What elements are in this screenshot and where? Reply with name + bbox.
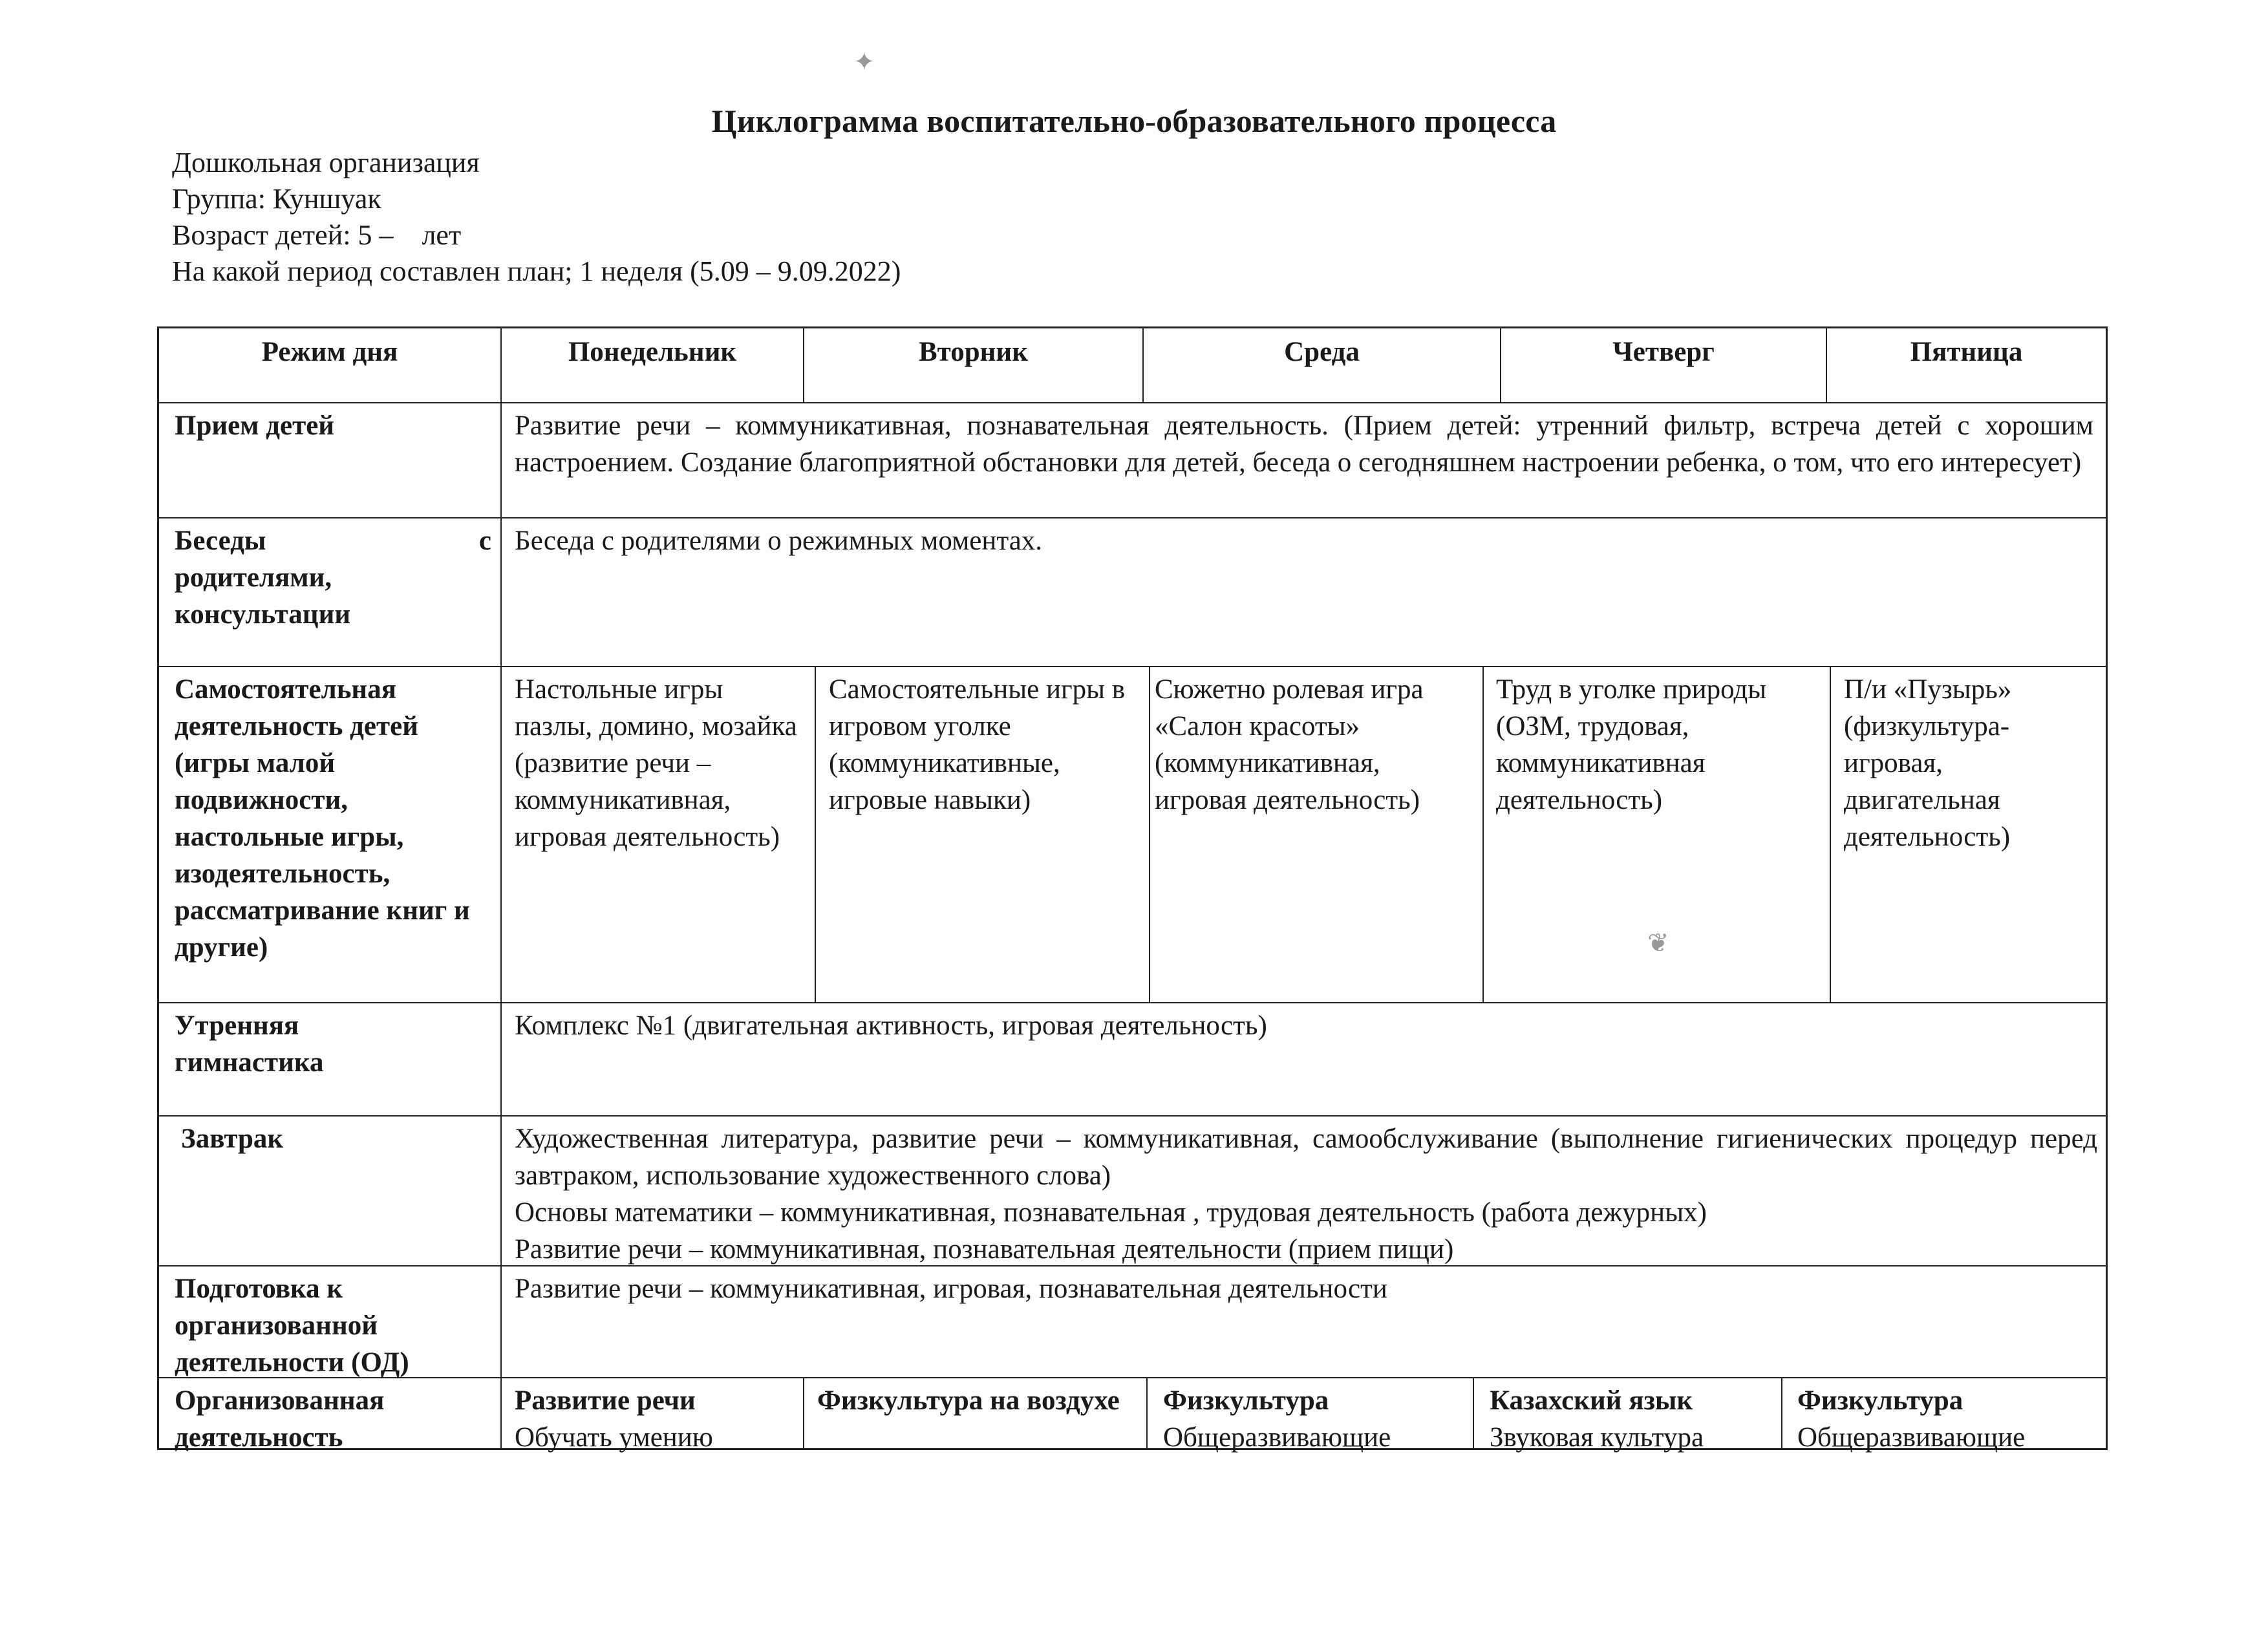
organized-friday	[1797, 1382, 2105, 1456]
organized-wednesday	[1163, 1382, 1470, 1456]
independent-tuesday: Самостоятельные игры в игровом уголке (коммуникативные, игровые навыки)	[829, 674, 1126, 815]
row-label-independent: Самостоятельная деятельность детей (игры малой подвижности, настольные игры, изодеятельность, рассматривание книг и другие)	[175, 674, 470, 963]
organized-friday-text: Общеразвивающие	[1797, 1422, 2026, 1453]
document-meta	[172, 145, 901, 290]
prep-text: Развитие речи – коммуникативная, игровая, познавательная деятельности	[515, 1274, 1387, 1304]
row-label-prep: Подготовка к организованной деятельности (ОД)	[175, 1274, 409, 1378]
breakfast-line-3: Развитие речи – коммуникативная, познавательная деятельности (прием пищи)	[515, 1234, 1454, 1265]
age-line: Возраст детей: 5 – лет	[172, 219, 462, 251]
column-divider	[1473, 1377, 1474, 1448]
organized-thursday-text: Звуковая культура	[1490, 1422, 1704, 1453]
organized-tuesday-title: Физкультура на воздухе	[817, 1385, 1120, 1416]
independent-friday: П/и «Пузырь» (физкультура- игровая, двигательная деятельность)	[1844, 674, 2012, 852]
independent-wednesday: Сюжетно ролевая игра «Салон красоты» (коммуникативная, игровая деятельность)	[1155, 674, 1424, 815]
column-divider	[1781, 1377, 1782, 1448]
independent-monday: Настольные игры пазлы, домино, мозайка (развитие речи – коммуникативная, игровая деятельность)	[515, 674, 797, 852]
row-label-reception: Прием детей	[175, 411, 335, 441]
talks-label-b: с	[478, 526, 491, 556]
page-title: Циклограмма воспитательно-образовательного процесса	[711, 103, 1557, 139]
talks-label-a: Беседы	[175, 526, 266, 556]
reception-text: Развитие речи – коммуникативная, познавательная деятельность. (Прием детей: утренний фильтр, встреча детей с хорошим настроением. Создание благоприятной обстановки для детей, беседа о сегодняшнем настроении ребенка, о том, что его интересует)	[515, 411, 2093, 478]
header-monday: Понедельник	[568, 337, 737, 367]
gym-text: Комплекс №1 (двигательная активность, игровая деятельность)	[515, 1010, 1267, 1041]
breakfast-text	[515, 1120, 2097, 1268]
organized-tuesday	[817, 1382, 1140, 1419]
schedule-table	[157, 326, 2108, 1453]
organized-monday	[515, 1382, 799, 1456]
row-divider	[159, 517, 2106, 518]
organized-wednesday-text: Общеразвивающие	[1163, 1422, 1391, 1453]
header-wednesday: Среда	[1284, 337, 1360, 367]
organized-wednesday-title: Физкультура	[1163, 1385, 1329, 1416]
header-friday: Пятница	[1910, 337, 2023, 367]
organized-thursday	[1490, 1382, 1779, 1456]
group-line: Группа: Куншуак	[172, 183, 381, 215]
breakfast-line-2: Основы математики – коммуникативная, познавательная , трудовая деятельность (работа дежурных)	[515, 1197, 1707, 1228]
organized-thursday-title: Казахский язык	[1490, 1385, 1693, 1416]
header-tuesday: Вторник	[919, 337, 1028, 367]
row-label-gym: Утренняя гимнастика	[175, 1010, 324, 1078]
talks-text: Беседа с родителями о режимных моментах.	[515, 526, 1043, 556]
period-line: На какой период составлен план; 1 неделя (5.09 – 9.09.2022)	[172, 255, 901, 287]
column-divider	[500, 328, 502, 1448]
talks-label-c: родителями, консультации	[175, 562, 351, 630]
column-divider	[1146, 1377, 1148, 1448]
independent-thursday: Труд в уголке природы (ОЗМ, трудовая, коммуникативная деятельность)	[1496, 674, 1767, 815]
column-divider	[815, 666, 816, 1002]
row-divider	[159, 402, 2106, 403]
row-label-talks	[175, 522, 491, 633]
scan-mark: ✦	[853, 47, 875, 76]
row-divider	[159, 666, 2106, 667]
organized-friday-title: Физкультура	[1797, 1385, 1963, 1416]
row-divider	[159, 1002, 2106, 1003]
header-thursday: Четверг	[1612, 337, 1715, 367]
row-divider	[159, 1115, 2106, 1117]
column-divider	[803, 1377, 804, 1448]
column-divider	[1830, 666, 1831, 1002]
row-label-breakfast: Завтрак	[181, 1124, 284, 1154]
column-divider	[1149, 666, 1150, 1002]
organized-monday-text: Обучать умению	[515, 1422, 713, 1453]
row-label-organized: Организованная деятельность	[175, 1385, 385, 1453]
scan-mark: ❦	[1647, 928, 1669, 957]
column-divider	[1482, 666, 1484, 1002]
header-regime: Режим дня	[261, 337, 398, 367]
org-line: Дошкольная организация	[172, 147, 480, 178]
breakfast-line-1: Художественная литература, развитие речи – коммуникативная, самообслуживание (выполнение гигиенических процедур перед завтраком, использование художественного слова)	[515, 1124, 2097, 1191]
organized-monday-title: Развитие речи	[515, 1385, 696, 1416]
